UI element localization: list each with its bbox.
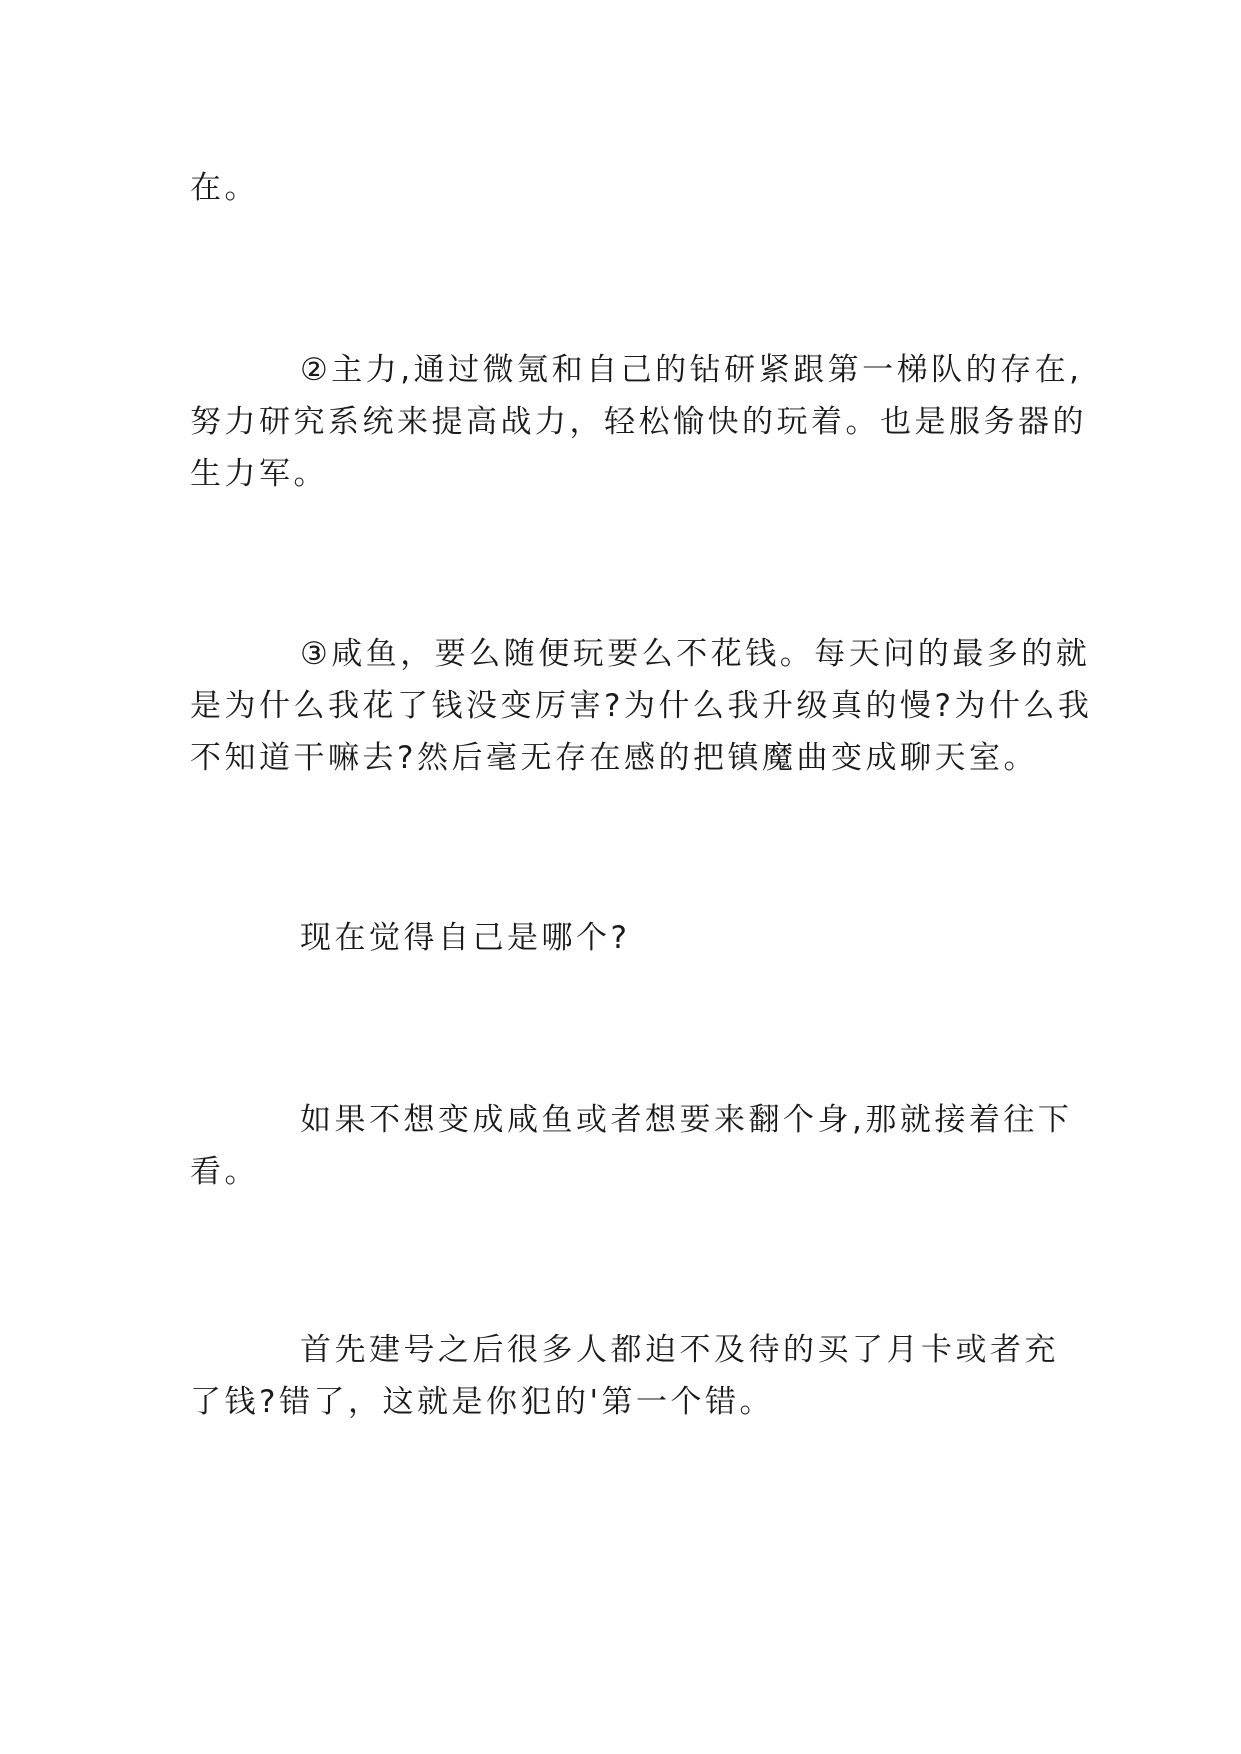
paragraph-5-line-2: 看。	[190, 1154, 259, 1190]
paragraph-6-line-2: 了钱?错了，这就是你犯的'第一个错。	[190, 1384, 774, 1420]
paragraph-1-line-1: 在。	[190, 170, 259, 206]
paragraph-6-line-1: 首先建号之后很多人都迫不及待的买了月卡或者充	[300, 1332, 1059, 1368]
paragraph-3-line-3: 不知道干嘛去?然后毫无存在感的把镇魔曲变成聊天室。	[190, 740, 1038, 776]
paragraph-2-line-1: ②主力,通过微氪和自己的钻研紧跟第一梯队的存在,	[300, 352, 1083, 388]
paragraph-4-line-1: 现在觉得自己是哪个?	[300, 920, 631, 956]
paragraph-2-line-2: 努力研究系统来提高战力，轻松愉快的玩着。也是服务器的	[190, 404, 1087, 440]
paragraph-3-line-2: 是为什么我花了钱没变厉害?为什么我升级真的慢?为什么我	[190, 688, 1093, 724]
paragraph-5-line-1: 如果不想变成咸鱼或者想要来翻个身,那就接着往下	[300, 1102, 1073, 1138]
paragraph-3-line-1: ③咸鱼，要么随便玩要么不花钱。每天问的最多的就	[300, 636, 1091, 672]
paragraph-2-line-3: 生力军。	[190, 456, 328, 492]
